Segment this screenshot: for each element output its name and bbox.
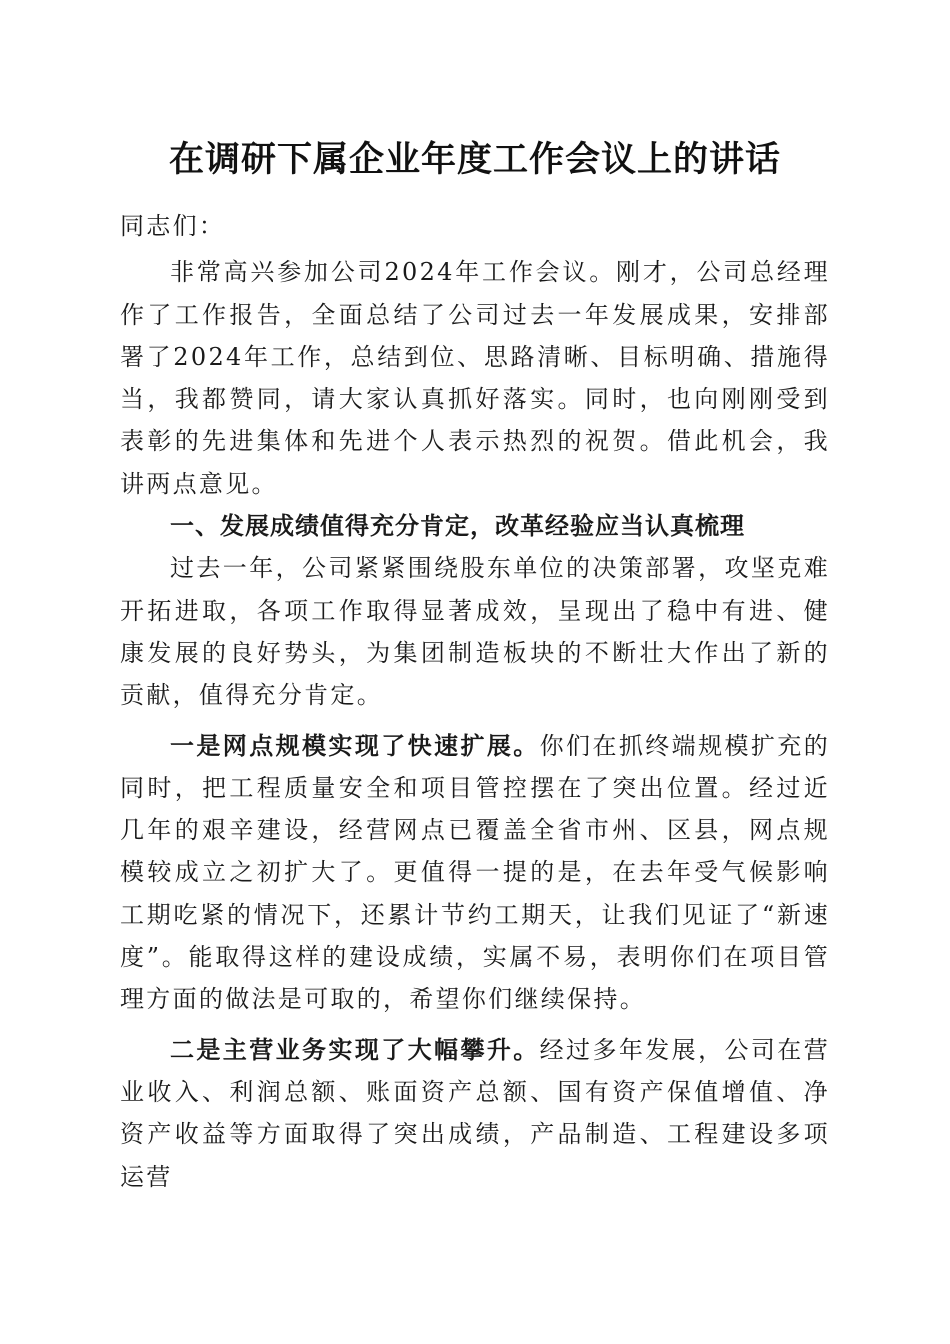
salutation: 同志们： (120, 212, 226, 240)
point-2-lead: 二是主营业务实现了大幅攀升。 (170, 1034, 540, 1064)
point-2-text: 经过多年发展，公司在营业收入、利润总额、账面资产总额、国有资产保值增值、净资产收益等方面取得了突出成绩，产品制造、工程建设多项运营 (120, 1035, 830, 1191)
paragraph-intro: 非常高兴参加公司2024年工作会议。刚才，公司总经理作了工作报告，全面总结了公司过去一年发展成果，安排部署了2024年工作，总结到位、思路清晰、目标明确、措施得当，我都赞同，请大家认真抓好落实。同时，也向刚刚受到表彰的先进集体和先进个人表示热烈的祝贺。借此机会，我讲两点意见。 (120, 258, 830, 498)
document-body (120, 205, 830, 1198)
point-1-text: 你们在抓终端规模扩充的同时，把工程质量安全和项目管控摆在了突出位置。经过近几年的艰辛建设，经营网点已覆盖全省市州、区县，网点规模较成立之初扩大了。更值得一提的是，在去年受气候影响工期吃紧的情况下，还累计节约工期天，让我们见证了“新速度”。能取得这样的建设成绩，实属不易，表明你们在项目管理方面的做法是可取的，希望你们继续保持。 (120, 731, 830, 1014)
section-heading-1: 一、发展成绩值得充分肯定，改革经验应当认真梳理 (170, 511, 745, 541)
paragraph-point-2 (120, 1029, 830, 1198)
point-1-lead: 一是网点规模实现了快速扩展。 (170, 730, 540, 760)
paragraph-section1-intro: 过去一年，公司紧紧围绕股东单位的决策部署，攻坚克难开拓进取，各项工作取得显著成效，呈现出了稳中有进、健康发展的良好势头，为集团制造板块的不断壮大作出了新的贡献，值得充分肯定。 (120, 554, 830, 710)
document-title: 在调研下属企业年度工作会议上的讲话 (168, 139, 781, 180)
paragraph-point-1 (120, 725, 830, 1021)
